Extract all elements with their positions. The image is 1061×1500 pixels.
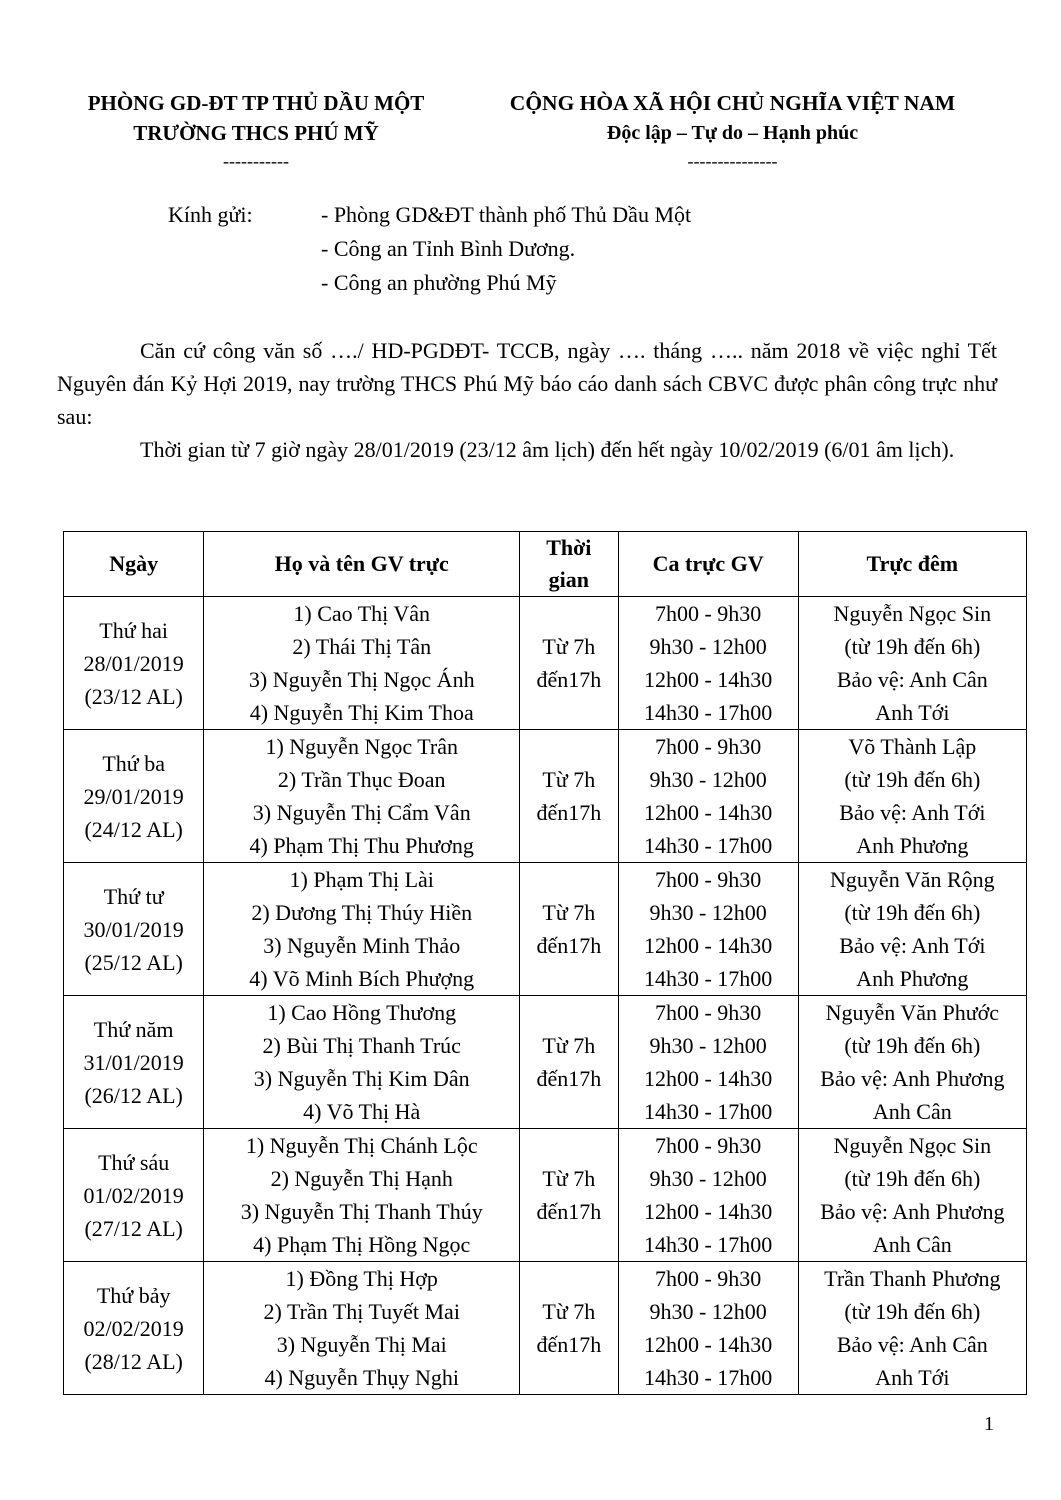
body-paragraph-basis: Căn cứ công văn số …./ HD-PGDĐT- TCCB, ngày …. tháng ….. năm 2018 về việc nghỉ Tết Nguyên đán Kỷ Hợi 2019, nay trường THCS Phú Mỹ báo cáo danh sách CBVC được phân công trực như sau: [57,338,997,429]
time-cell [520,1262,618,1395]
header-time-line: Thời [546,535,592,560]
teacher-names-cell-line: 1) Nguyễn Ngọc Trân [265,734,458,759]
shift-cell [618,597,798,730]
night-duty-cell-line: (từ 19h đến 6h) [844,634,981,659]
table-row [64,597,1027,730]
shift-cell-line: 9h30 - 12h00 [649,767,767,792]
day-cell-line: Thứ sáu [98,1149,170,1175]
time-cell [520,730,618,863]
day-cell [64,1262,204,1395]
department-name: PHÒNG GD-ĐT TP THỦ DẦU MỘT [87,91,425,115]
night-duty-cell-line: Bảo vệ: Anh Tới [839,933,986,958]
day-cell [64,1129,204,1262]
day-cell-line: Thứ bảy [96,1282,171,1308]
body-paragraph-period: Thời gian từ 7 giờ ngày 28/01/2019 (23/12 âm lịch) đến hết ngày 10/02/2019 (6/01 âm lịch). [140,437,955,462]
issuing-office-header [60,88,452,174]
shift-cell-line: 12h00 - 14h30 [643,1066,773,1091]
day-cell-line: (25/12 AL) [84,949,183,975]
document-body [57,334,997,466]
time-cell-line: đến17h [536,933,602,958]
night-duty-cell-line: Anh Cân [872,1099,952,1124]
teacher-names-cell-line: 1) Đồng Thị Hợp [285,1266,438,1291]
night-duty-cell-line: Nguyễn Ngọc Sin [833,1133,992,1158]
teacher-names-cell-line: 4) Nguyễn Thị Kim Thoa [249,700,474,725]
shift-cell-line: 14h30 - 17h00 [643,833,773,858]
day-cell-line: (24/12 AL) [84,816,183,842]
time-cell-line: đến17h [536,1066,602,1091]
night-duty-cell-line: Võ Thành Lập [848,734,977,759]
night-duty-cell [798,863,1026,996]
teacher-names-cell-line: 4) Phạm Thị Hồng Ngọc [253,1232,471,1257]
country-name: CỘNG HÒA XÃ HỘI CHỦ NGHĨA VIỆT NAM [509,91,956,115]
teacher-names-cell-line: 1) Cao Hồng Thương [267,1000,457,1025]
shift-cell-line: 12h00 - 14h30 [643,933,773,958]
header-time [520,532,618,597]
night-duty-cell [798,996,1026,1129]
duty-schedule-table [63,531,1027,1395]
day-cell-line: Thứ năm [93,1016,174,1042]
header-names: Họ và tên GV trực [204,532,520,597]
table-header-row [64,532,1027,597]
table-row [64,1129,1027,1262]
shift-cell-line: 14h30 - 17h00 [643,1365,773,1390]
night-duty-cell-line: Anh Phương [856,966,969,991]
time-cell-line: Từ 7h [542,900,596,925]
shift-cell-line: 9h30 - 12h00 [649,1299,767,1324]
teacher-names-cell-line: 3) Nguyễn Thị Mai [276,1332,447,1357]
day-cell-line: Thứ hai [99,617,169,643]
day-cell [64,730,204,863]
shift-cell-line: 9h30 - 12h00 [649,900,767,925]
teacher-names-cell-line: 3) Nguyễn Thị Thanh Thúy [240,1199,483,1224]
day-cell-line: 30/01/2019 [83,916,184,942]
night-duty-cell-line: Anh Cân [872,1232,952,1257]
day-cell [64,597,204,730]
shift-cell-line: 14h30 - 17h00 [643,700,773,725]
time-cell [520,597,618,730]
night-duty-cell-line: Anh Tới [875,1365,950,1390]
teacher-names-cell-line: 4) Phạm Thị Thu Phương [249,833,474,858]
day-cell-line: (23/12 AL) [84,683,183,709]
teacher-names-cell [204,730,520,863]
shift-cell [618,863,798,996]
table-row [64,863,1027,996]
time-cell [520,996,618,1129]
shift-cell-line: 7h00 - 9h30 [654,1000,762,1025]
night-duty-cell-line: (từ 19h đến 6h) [844,1166,981,1191]
shift-cell-line: 12h00 - 14h30 [643,800,773,825]
shift-cell-line: 9h30 - 12h00 [649,1033,767,1058]
table-row [64,1262,1027,1395]
day-cell-line: 31/01/2019 [83,1049,184,1075]
teacher-names-cell-line: 2) Nguyễn Thị Hạnh [270,1166,453,1191]
day-cell-line: (26/12 AL) [84,1082,183,1108]
night-duty-cell-line: Bảo vệ: Anh Cân [836,1332,988,1357]
day-cell [64,863,204,996]
shift-cell [618,1129,798,1262]
teacher-names-cell-line: 1) Phạm Thị Lài [289,867,434,892]
shift-cell-line: 7h00 - 9h30 [654,867,762,892]
header-shift: Ca trực GV [618,532,798,597]
page-number: 1 [984,1413,994,1435]
time-cell-line: Từ 7h [542,767,596,792]
recipients-list [321,198,921,300]
teacher-names-cell-line: 2) Dương Thị Thúy Hiền [251,900,473,925]
recipient-item: - Công an phường Phú Mỹ [321,270,557,295]
day-cell-line: (27/12 AL) [84,1215,183,1241]
recipients-label: Kính gửi: [168,202,253,227]
shift-cell-line: 7h00 - 9h30 [654,1266,762,1291]
time-cell-line: Từ 7h [542,1033,596,1058]
night-duty-cell-line: Nguyễn Ngọc Sin [833,601,992,626]
shift-cell-line: 12h00 - 14h30 [643,1332,773,1357]
shift-cell [618,996,798,1129]
recipient-item: - Phòng GD&ĐT thành phố Thủ Dầu Một [321,202,692,227]
shift-cell-line: 12h00 - 14h30 [643,1199,773,1224]
time-cell-line: đến17h [536,667,602,692]
teacher-names-cell-line: 3) Nguyễn Minh Thảo [263,933,461,958]
night-duty-cell-line: (từ 19h đến 6h) [844,1299,981,1324]
shift-cell-line: 14h30 - 17h00 [643,1099,773,1124]
school-name: TRƯỜNG THCS PHÚ MỸ [133,121,379,145]
night-duty-cell-line: (từ 19h đến 6h) [844,1033,981,1058]
teacher-names-cell [204,597,520,730]
day-cell-line: 02/02/2019 [83,1315,184,1341]
teacher-names-cell [204,863,520,996]
day-cell-line: Thứ tư [103,883,164,909]
day-cell [64,996,204,1129]
table-row [64,730,1027,863]
national-motto-header [460,88,1005,174]
day-cell-line: 29/01/2019 [83,783,184,809]
teacher-names-cell-line: 4) Võ Minh Bích Phượng [249,966,475,991]
teacher-names-cell [204,1262,520,1395]
night-duty-cell-line: Bảo vệ: Anh Phương [820,1066,1005,1091]
day-cell-line: (28/12 AL) [84,1348,183,1374]
night-duty-cell-line: Bảo vệ: Anh Tới [839,800,986,825]
time-cell-line: đến17h [536,1199,602,1224]
shift-cell-line: 7h00 - 9h30 [654,601,762,626]
shift-cell [618,1262,798,1395]
time-cell [520,863,618,996]
teacher-names-cell-line: 1) Nguyễn Thị Chánh Lộc [245,1133,478,1158]
teacher-names-cell-line: 4) Nguyễn Thụy Nghi [264,1365,459,1390]
teacher-names-cell [204,996,520,1129]
night-duty-cell-line: Anh Phương [856,833,969,858]
shift-cell-line: 7h00 - 9h30 [654,734,762,759]
right-separator: --------------- [687,151,778,171]
teacher-names-cell-line: 3) Nguyễn Thị Cẩm Vân [252,800,471,825]
day-cell-line: Thứ ba [102,750,165,776]
table-row [64,996,1027,1129]
time-cell-line: đến17h [536,800,602,825]
shift-cell-line: 9h30 - 12h00 [649,634,767,659]
night-duty-cell-line: (từ 19h đến 6h) [844,767,981,792]
night-duty-cell [798,730,1026,863]
night-duty-cell [798,597,1026,730]
teacher-names-cell-line: 2) Trần Thục Đoan [277,767,446,792]
left-separator: ----------- [223,151,289,171]
shift-cell-line: 12h00 - 14h30 [643,667,773,692]
teacher-names-cell-line: 2) Thái Thị Tân [292,634,432,659]
shift-cell-line: 14h30 - 17h00 [643,966,773,991]
night-duty-cell-line: Anh Tới [875,700,950,725]
time-cell-line: Từ 7h [542,1299,596,1324]
night-duty-cell-line: (từ 19h đến 6h) [844,900,981,925]
national-motto: Độc lập – Tự do – Hạnh phúc [606,122,859,144]
time-cell-line: Từ 7h [542,1166,596,1191]
teacher-names-cell [204,1129,520,1262]
night-duty-cell-line: Trần Thanh Phương [824,1266,1001,1291]
night-duty-cell-line: Nguyễn Văn Rộng [830,867,995,892]
teacher-names-cell-line: 3) Nguyễn Thị Kim Dân [253,1066,470,1091]
time-cell-line: Từ 7h [542,634,596,659]
day-cell-line: 28/01/2019 [83,650,184,676]
teacher-names-cell-line: 2) Bùi Thị Thanh Trúc [262,1033,461,1058]
time-cell [520,1129,618,1262]
shift-cell-line: 9h30 - 12h00 [649,1166,767,1191]
recipient-item: - Công an Tỉnh Bình Dương. [321,236,576,261]
shift-cell-line: 7h00 - 9h30 [654,1133,762,1158]
teacher-names-cell-line: 1) Cao Thị Vân [293,601,431,626]
night-duty-cell [798,1129,1026,1262]
header-day: Ngày [64,532,204,597]
night-duty-cell-line: Nguyễn Văn Phước [825,1000,1000,1025]
time-cell-line: đến17h [536,1332,602,1357]
teacher-names-cell-line: 3) Nguyễn Thị Ngọc Ánh [248,667,475,692]
day-cell-line: 01/02/2019 [83,1182,184,1208]
shift-cell-line: 14h30 - 17h00 [643,1232,773,1257]
header-time-line: gian [548,567,589,592]
table-body [64,597,1027,1395]
night-duty-cell [798,1262,1026,1395]
night-duty-cell-line: Bảo vệ: Anh Phương [820,1199,1005,1224]
teacher-names-cell-line: 4) Võ Thị Hà [303,1099,421,1124]
shift-cell [618,730,798,863]
night-duty-cell-line: Bảo vệ: Anh Cân [836,667,988,692]
header-night: Trực đêm [798,532,1026,597]
teacher-names-cell-line: 2) Trần Thị Tuyết Mai [263,1299,460,1324]
